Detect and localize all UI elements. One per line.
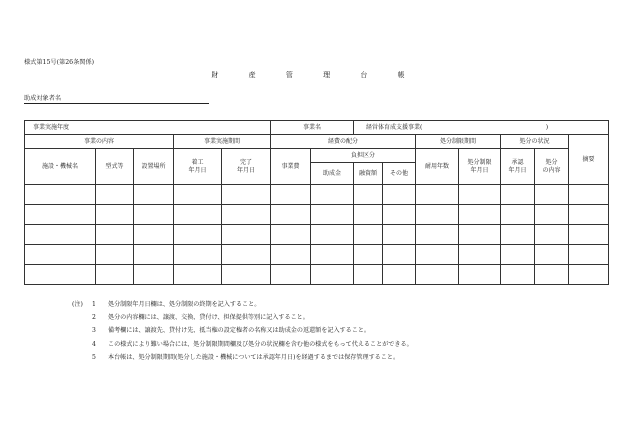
- table-cell[interactable]: [354, 225, 383, 245]
- group-period: 事業実施期間: [174, 135, 271, 149]
- year-label: 事業実施年度: [25, 121, 271, 135]
- col-subsidy: 助成金: [311, 163, 354, 185]
- table-cell[interactable]: [354, 185, 383, 205]
- col-approval-date: 承認 年月日: [501, 149, 535, 185]
- table-cell[interactable]: [96, 225, 134, 245]
- note-number: 5: [92, 353, 96, 361]
- property-ledger-table: [24, 120, 609, 285]
- note-text: 備考欄には、譲渡先、貸付け先、抵当権の設定権者の名称又は助成金の返還額を記入すること。: [108, 327, 371, 335]
- note-text: この様式により難い場合には、処分制限期間欄及び処分の状況欄を含む他の様式をもって代えることができる。: [108, 340, 413, 348]
- col-start-date: 着工 年月日: [174, 149, 222, 185]
- table-cell[interactable]: [311, 225, 354, 245]
- note-item: [72, 351, 413, 364]
- table-cell[interactable]: [383, 245, 416, 265]
- table-cell[interactable]: [416, 265, 459, 285]
- project-name-prefix: 経営体育成支援事業(: [366, 123, 423, 131]
- note-number: 4: [92, 340, 96, 348]
- table-row: [25, 265, 609, 285]
- group-cost: 経費の配分: [271, 135, 416, 149]
- table-cell[interactable]: [535, 265, 569, 285]
- table-row: [25, 205, 609, 225]
- table-cell[interactable]: [383, 205, 416, 225]
- table-cell[interactable]: [25, 205, 96, 225]
- table-cell[interactable]: [25, 185, 96, 205]
- table-cell[interactable]: [501, 265, 535, 285]
- recipient-name-field[interactable]: [24, 103, 209, 104]
- form-number: 様式第15号(第26条関係): [24, 59, 95, 66]
- col-project-cost: 事業費: [271, 149, 311, 185]
- col-financing: 融資額: [354, 163, 383, 185]
- table-cell[interactable]: [535, 185, 569, 205]
- table-cell[interactable]: [383, 185, 416, 205]
- table-cell[interactable]: [459, 245, 501, 265]
- page-title: 財 産 管 理 台 帳: [211, 71, 419, 79]
- recipient-label: 助成対象者名: [24, 95, 62, 102]
- table-cell[interactable]: [383, 225, 416, 245]
- table-cell[interactable]: [271, 225, 311, 245]
- note-item: [72, 298, 413, 311]
- table-cell[interactable]: [96, 245, 134, 265]
- table-cell[interactable]: [569, 225, 609, 245]
- note-text: 本台帳は、処分制限期間(処分した施設・機械については承認年月日)を経過するまでは保存管理すること。: [108, 353, 400, 361]
- table-cell[interactable]: [569, 205, 609, 225]
- table-cell[interactable]: [416, 185, 459, 205]
- notes-section: [72, 298, 413, 364]
- table-cell[interactable]: [271, 185, 311, 205]
- table-cell[interactable]: [25, 225, 96, 245]
- col-useful-life: 耐用年数: [416, 149, 459, 185]
- table-cell[interactable]: [535, 225, 569, 245]
- table-cell[interactable]: [134, 205, 174, 225]
- table-cell[interactable]: [271, 245, 311, 265]
- table-cell[interactable]: [311, 205, 354, 225]
- note-head: [72, 351, 92, 364]
- table-cell[interactable]: [174, 265, 222, 285]
- table-cell[interactable]: [96, 265, 134, 285]
- note-item: [72, 324, 413, 337]
- table-cell[interactable]: [222, 185, 271, 205]
- col-facility: 施設・機械名: [25, 149, 96, 185]
- table-cell[interactable]: [569, 185, 609, 205]
- note-text: 処分の内容欄には、譲渡、交換、貸付け、担保提供等別に記入すること。: [108, 314, 309, 322]
- project-name-field[interactable]: [354, 121, 609, 135]
- table-cell[interactable]: [311, 265, 354, 285]
- remarks-header: 摘要: [569, 135, 609, 185]
- table-cell[interactable]: [459, 205, 501, 225]
- table-cell[interactable]: [174, 225, 222, 245]
- table-cell[interactable]: [459, 265, 501, 285]
- table-cell[interactable]: [535, 205, 569, 225]
- table-cell[interactable]: [25, 265, 96, 285]
- group-disposal-limit: 処分制限期間: [416, 135, 501, 149]
- note-item: [72, 338, 413, 351]
- note-head: (注): [72, 301, 83, 308]
- group-content: 事業の内容: [25, 135, 174, 149]
- table-row-burden: [25, 149, 609, 163]
- note-head: [72, 338, 92, 351]
- col-location: 設置場所: [134, 149, 174, 185]
- burden-header: 負担区分: [311, 149, 416, 163]
- table-cell[interactable]: [459, 225, 501, 245]
- table-cell[interactable]: [96, 205, 134, 225]
- table-cell[interactable]: [501, 225, 535, 245]
- note-text: 処分制限年月日欄は、処分制限の終期を記入すること。: [108, 301, 261, 308]
- col-other: その他: [383, 163, 416, 185]
- table-cell[interactable]: [96, 185, 134, 205]
- table-cell[interactable]: [134, 185, 174, 205]
- note-number: 1: [92, 301, 96, 308]
- note-head: [72, 311, 92, 324]
- table-cell[interactable]: [535, 245, 569, 265]
- note-head: [72, 324, 92, 337]
- table-cell[interactable]: [354, 265, 383, 285]
- table-row-groups: [25, 135, 609, 149]
- table-cell[interactable]: [134, 225, 174, 245]
- table-cell[interactable]: [569, 245, 609, 265]
- table-row: [25, 225, 609, 245]
- table-row-year: [25, 121, 609, 135]
- table-cell[interactable]: [311, 245, 354, 265]
- table-cell[interactable]: [416, 225, 459, 245]
- table-cell[interactable]: [271, 265, 311, 285]
- table-cell[interactable]: [501, 245, 535, 265]
- group-disposal-status: 処分の状況: [501, 135, 569, 149]
- table-cell[interactable]: [569, 265, 609, 285]
- project-name-close: ): [545, 123, 549, 131]
- note-number: 2: [92, 314, 96, 322]
- table-cell[interactable]: [174, 185, 222, 205]
- table-cell[interactable]: [354, 245, 383, 265]
- table-cell[interactable]: [134, 245, 174, 265]
- table-row: [25, 185, 609, 205]
- project-label: 事業名: [271, 121, 354, 135]
- table-cell[interactable]: [271, 205, 311, 225]
- table-cell[interactable]: [222, 225, 271, 245]
- table-cell[interactable]: [416, 205, 459, 225]
- table-row: [25, 245, 609, 265]
- table-cell[interactable]: [459, 185, 501, 205]
- table-cell[interactable]: [222, 245, 271, 265]
- table-cell[interactable]: [134, 265, 174, 285]
- table-cell[interactable]: [383, 265, 416, 285]
- table-cell[interactable]: [354, 205, 383, 225]
- table-cell[interactable]: [501, 205, 535, 225]
- table-cell[interactable]: [174, 205, 222, 225]
- table-cell[interactable]: [25, 245, 96, 265]
- col-limit-date: 処分制限 年月日: [459, 149, 501, 185]
- table-cell[interactable]: [222, 205, 271, 225]
- table-cell[interactable]: [501, 185, 535, 205]
- col-end-date: 完了 年月日: [222, 149, 271, 185]
- table-cell[interactable]: [311, 185, 354, 205]
- table-cell[interactable]: [222, 265, 271, 285]
- note-number: 3: [92, 327, 96, 335]
- col-disposal-content: 処分 の内容: [535, 149, 569, 185]
- table-cell[interactable]: [174, 245, 222, 265]
- col-model: 型式等: [96, 149, 134, 185]
- table-cell[interactable]: [416, 245, 459, 265]
- note-item: [72, 311, 413, 324]
